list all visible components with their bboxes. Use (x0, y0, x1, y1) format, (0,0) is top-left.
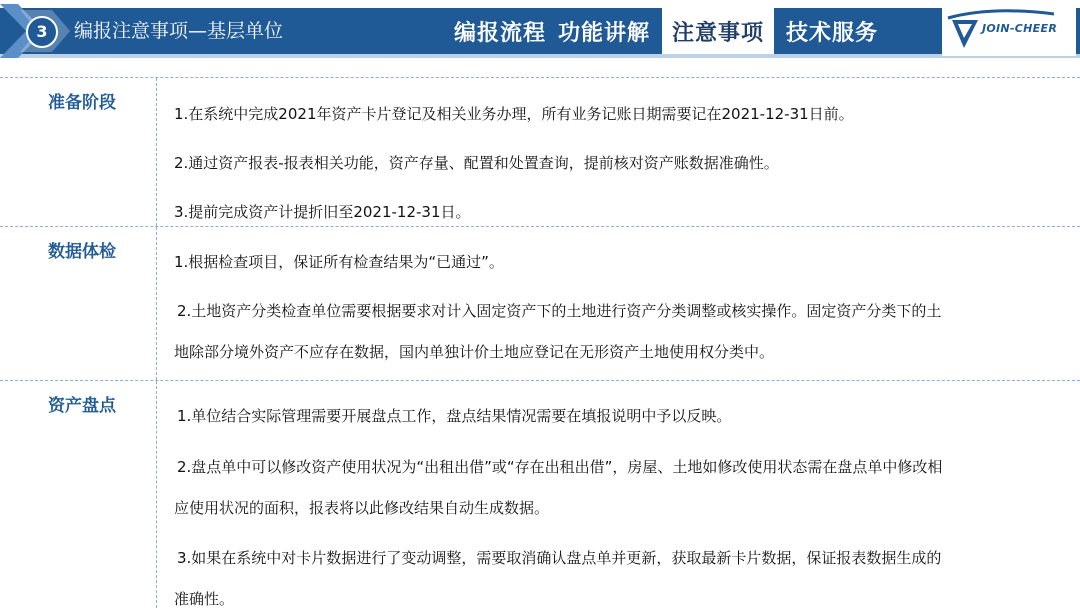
header-banner (0, 0, 1080, 62)
section-body (157, 381, 1080, 608)
section-label-cell (0, 78, 157, 226)
list-item: 3.提前完成资产计提折旧至2021-12-31日。 (174, 203, 471, 221)
section-number: 3 (36, 22, 48, 41)
section-label: 准备阶段 (48, 93, 116, 113)
section-body (157, 227, 1080, 380)
logo-text: JOIN-CHEER (982, 22, 1058, 35)
list-item: 2.土地资产分类检查单位需要根据要求对计入固定资产下的土地进行资产分类调整或核实操作。固定资产分类下的土 (177, 302, 942, 320)
nav-item-notes[interactable]: 注意事项 (662, 8, 774, 54)
list-item: 1.单位结合实际管理需要开展盘点工作，盘点结果情况需要在填报说明中予以反映。 (177, 407, 732, 425)
section-number-badge (0, 4, 74, 58)
header-accent-line (0, 54, 1080, 58)
nav-item-process[interactable]: 编报流程 (454, 20, 547, 46)
section-label: 资产盘点 (48, 396, 116, 416)
nav-item-features[interactable]: 功能讲解 (558, 20, 651, 46)
section-row-preparation (0, 77, 1080, 226)
section-body (157, 78, 1080, 226)
section-row-data-check (0, 226, 1080, 380)
list-item: 地除部分境外资产不应存在数据，国内单独计价土地应登记在无形资产土地使用权分类中。 (174, 343, 775, 361)
list-item: 1.在系统中完成2021年资产卡片登记及相关业务办理，所有业务记账日期需要记在2021-12-31日前。 (174, 105, 854, 123)
nav-item-support[interactable]: 技术服务 (786, 20, 879, 46)
section-row-inventory (0, 380, 1080, 608)
list-item: 3.如果在系统中对卡片数据进行了变动调整，需要取消确认盘点单并更新，获取最新卡片数据，保证报表数据生成的 (177, 549, 942, 567)
list-item: 应使用状况的面积，报表将以此修改结果自动生成数据。 (174, 499, 550, 517)
top-nav (448, 8, 884, 54)
section-title: 编报注意事项—基层单位 (74, 20, 284, 42)
list-item: 准确性。 (174, 590, 235, 608)
section-label: 数据体检 (48, 242, 116, 262)
list-item: 2.盘点单中可以修改资产使用状况为“出租出借”或“存在出租出借”，房屋、土地如修改使用状态需在盘点单中修改相 (177, 458, 943, 476)
section-label-cell (0, 381, 157, 608)
company-logo (942, 4, 1076, 56)
notes-table (0, 77, 1080, 608)
list-item: 2.通过资产报表-报表相关功能，资产存量、配置和处置查询，提前核对资产账数据准确性。 (174, 154, 779, 172)
list-item: 1.根据检查项目，保证所有检查结果为“已通过”。 (174, 253, 504, 271)
section-label-cell (0, 227, 157, 380)
